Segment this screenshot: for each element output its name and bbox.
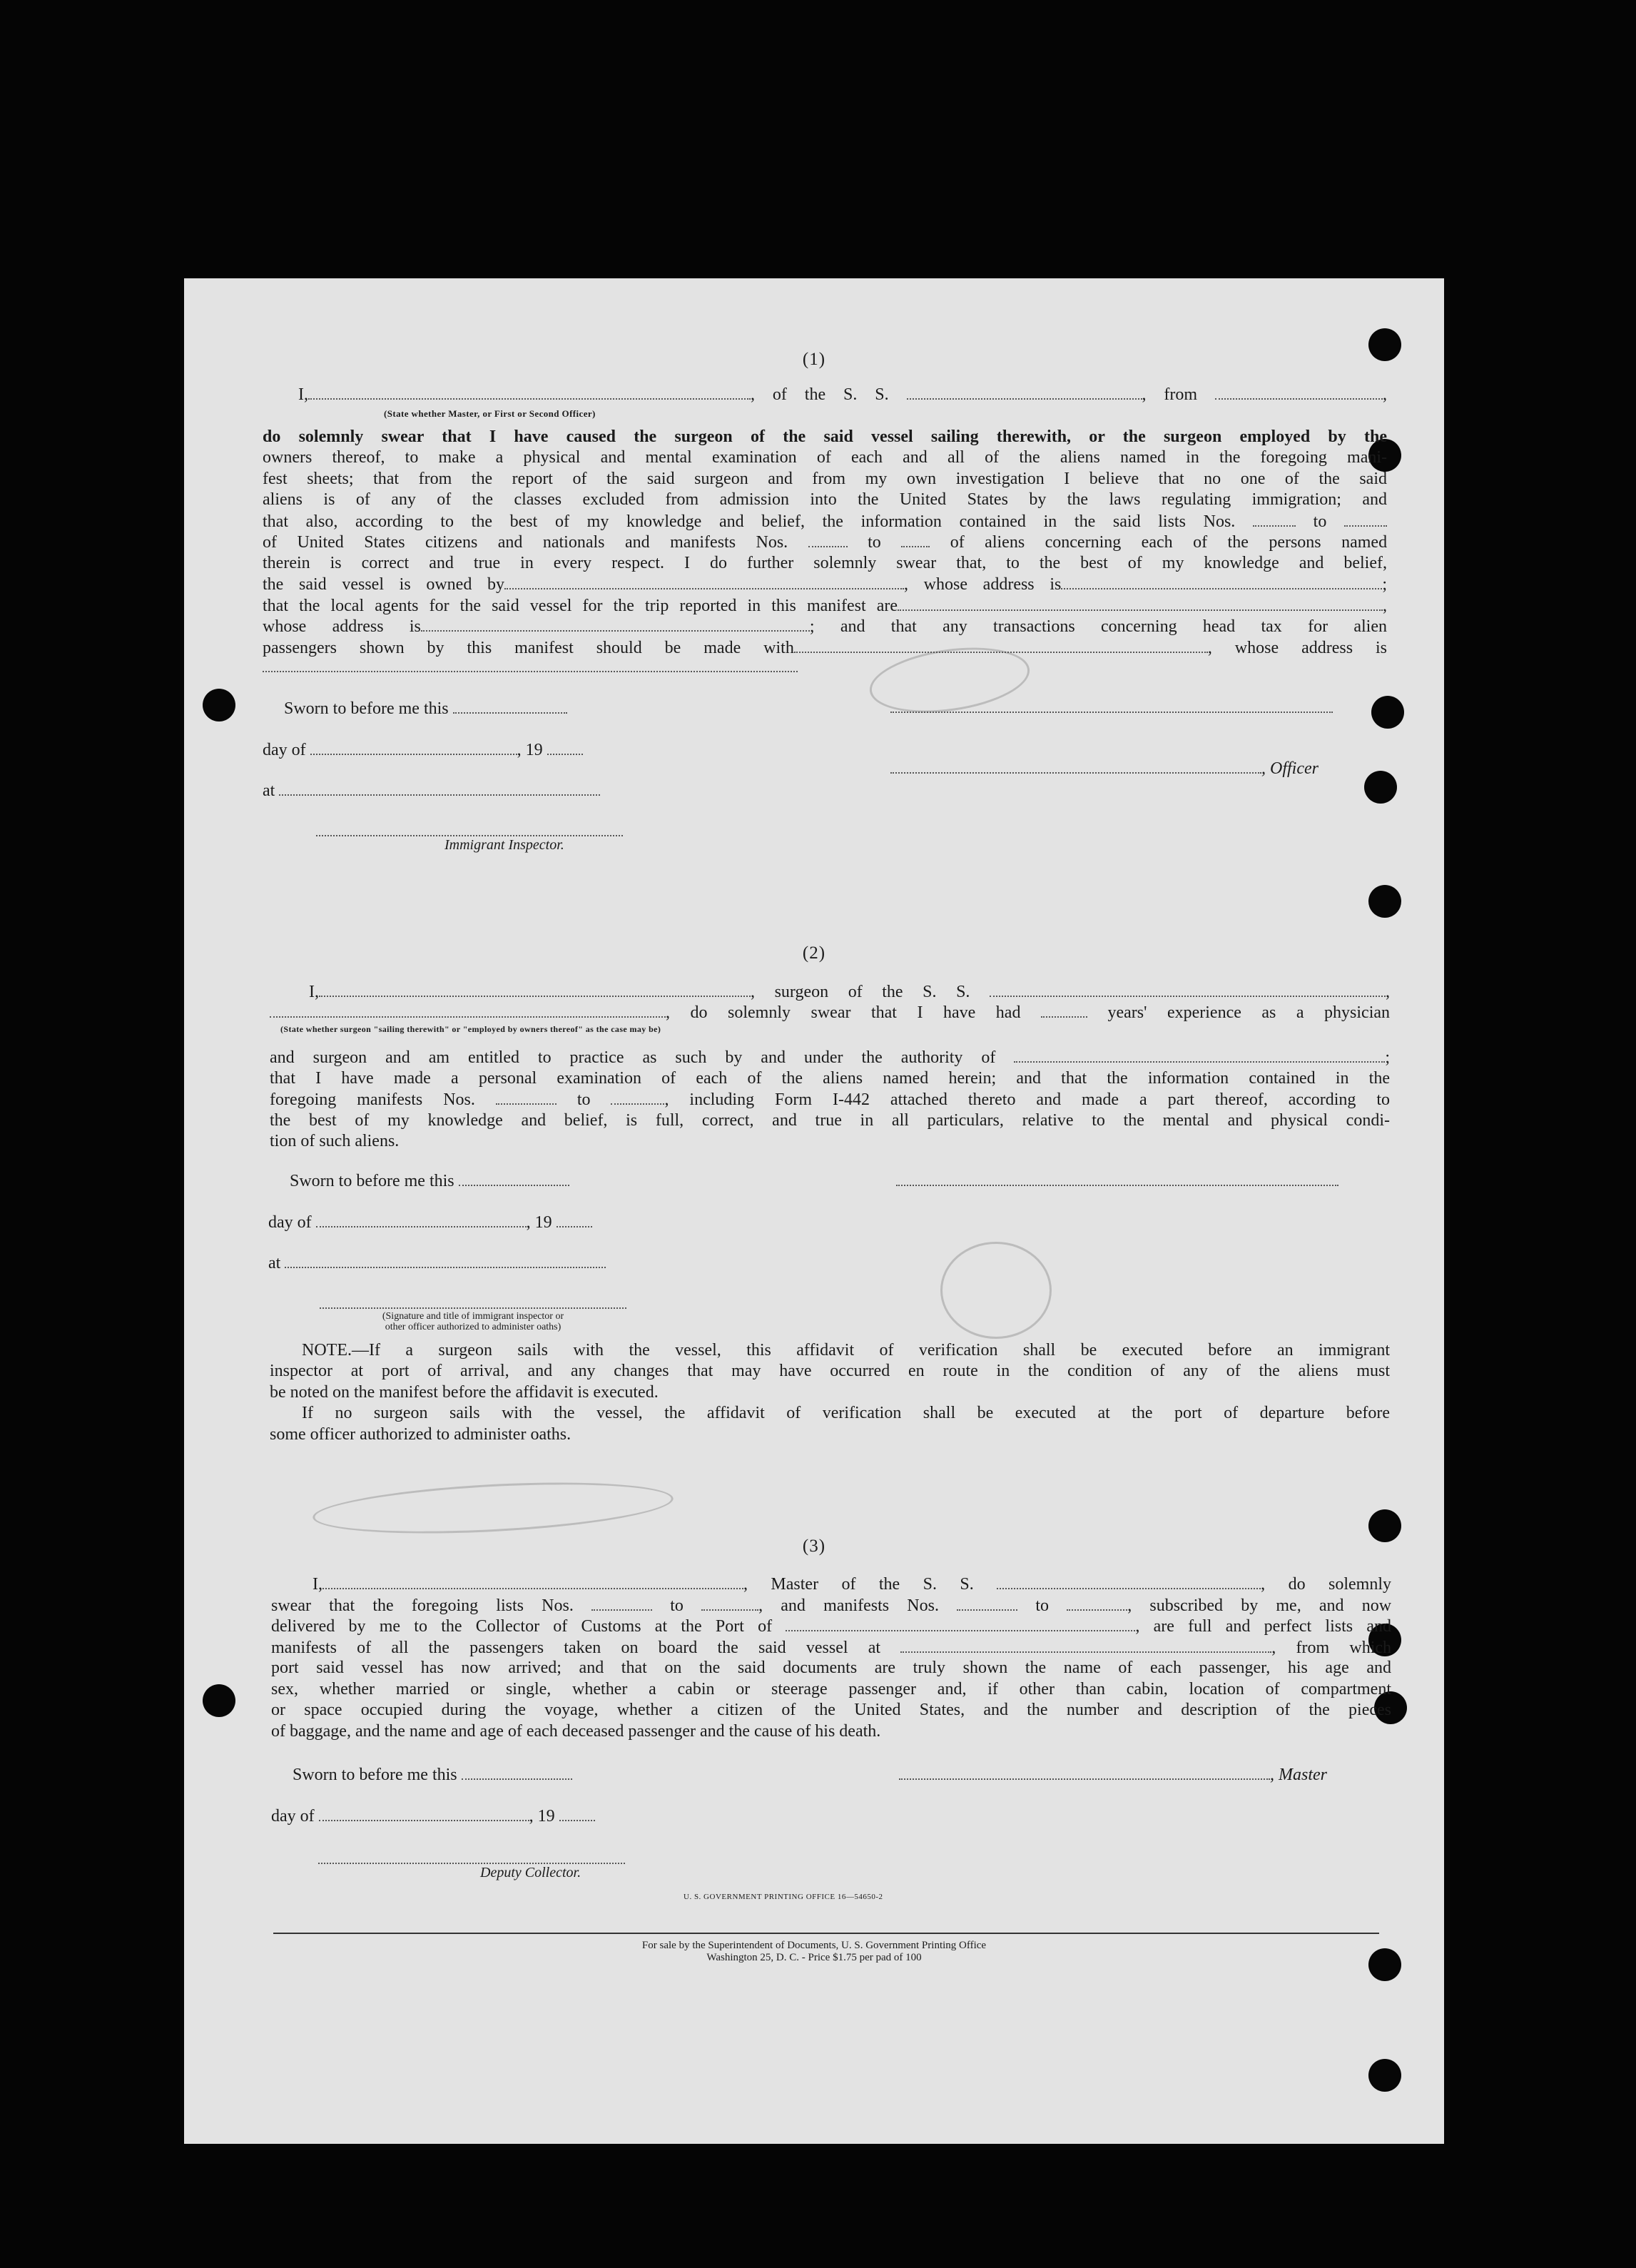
section2-line2: , do solemnly swear that I have had years' experience as a physician: [270, 1002, 1390, 1024]
caption-line: other officer authorized to administer oaths): [385, 1322, 562, 1332]
section3-line: swear that the foregoing lists Nos. to , and manifests Nos. to , subscribed by me, and now: [271, 1596, 1392, 1615]
section2-line1: I, , surgeon of the S. S. ,: [309, 983, 1391, 1001]
section3-deputy-signature-line: [318, 1861, 625, 1864]
footer-rule: [273, 1933, 1379, 1934]
note-line: If no surgeon sails with the vessel, the affidavit of verification shall be executed at the port of departure before: [302, 1404, 1390, 1422]
section3-deputy-title: Deputy Collector.: [480, 1865, 581, 1880]
section-number: (2): [802, 943, 826, 963]
section1-at: at: [263, 780, 600, 801]
section2-day: day of , 19: [268, 1212, 592, 1232]
section1-officer-signature-line: [890, 710, 1333, 713]
handwritten-mark: [940, 1242, 1052, 1339]
section1-line: the said vessel is owned by , whose address is ;: [263, 575, 1388, 594]
caption-line: (Signature and title of immigrant inspector or: [382, 1311, 564, 1322]
form-page: [184, 278, 1444, 2144]
sale-notice: [184, 1940, 1444, 1964]
section1-paragraph: do solemnly swear that I have caused the surgeon of the said vessel sailing therewith, or the surgeon employed by the: [263, 427, 1387, 446]
section3-line: of baggage, and the name and age of each deceased passenger and the cause of his death.: [271, 1722, 881, 1741]
section3-day: day of , 19: [271, 1806, 595, 1826]
punch-hole: [203, 689, 235, 722]
section1-day: day of , 19: [263, 739, 583, 760]
section2-surgeon-note: (State whether surgeon "sailing therewith" or "employed by owners thereof" as the case may be): [280, 1024, 661, 1034]
section3-line: manifests of all the passengers taken on board the said vessel at , from which: [271, 1639, 1392, 1657]
section2-signature-caption: [320, 1311, 626, 1332]
section1-officer-note: (State whether Master, or First or Second Officer): [384, 408, 596, 419]
section2-surgeon-signature-line: [896, 1183, 1338, 1186]
section1-line1: I, , of the S. S. , from ,: [298, 385, 1387, 404]
punch-hole: [1371, 696, 1404, 729]
sale-line: For sale by the Superintendent of Documents, U. S. Government Printing Office: [641, 1940, 987, 1951]
section2-line: and surgeon and am entitled to practice as such by and under the authority of ;: [270, 1048, 1391, 1067]
section1-sworn: Sworn to before me this: [284, 698, 567, 719]
section2-inspector-signature-line: [320, 1306, 626, 1309]
section1-line: whose address is ; and that any transactions concerning head tax for alien: [263, 617, 1388, 636]
section3-master: , Master: [899, 1764, 1327, 1785]
section1-inspector-title: Immigrant Inspector.: [444, 837, 564, 853]
section2-line: tion of such aliens.: [270, 1132, 400, 1150]
section3-line1: I, , Master of the S. S. , do solemnly: [313, 1575, 1392, 1594]
punch-hole: [203, 1684, 235, 1717]
punch-hole: [1364, 771, 1397, 804]
section1-inspector-signature-line: [316, 834, 623, 836]
section3-line: delivered by me to the Collector of Customs at the Port of , are full and perfect lists and: [271, 1617, 1391, 1636]
section-number: (3): [802, 1537, 826, 1556]
section3-line: or space occupied during the voyage, whether a citizen of the United States, and the number and description of the pieces: [271, 1701, 1391, 1719]
punch-hole: [1368, 885, 1401, 918]
section1-address-line: [263, 669, 798, 672]
sale-line: Washington 25, D. C. - Price $1.75 per pad of 100: [706, 1952, 922, 1963]
section2-at: at: [268, 1252, 606, 1273]
section3-line: sex, whether married or single, whether a cabin or steerage passenger and, if other than cabin, location of compartment: [271, 1680, 1391, 1699]
section3-sworn: Sworn to before me this: [293, 1764, 572, 1785]
section1-line: that the local agents for the said vessel for the trip reported in this manifest are ,: [263, 597, 1387, 615]
note-line: inspector at port of arrival, and any changes that may have occurred en route in the condition of any of the aliens must: [270, 1362, 1390, 1380]
note-line: some officer authorized to administer oaths.: [270, 1425, 571, 1444]
section-number: (1): [802, 350, 826, 369]
section1-line: therein is correct and true in every respect. I do further solemnly swear that, to the best of my knowledge and belief,: [263, 554, 1387, 572]
section1-line: passengers shown by this manifest should be made with , whose address is: [263, 639, 1387, 657]
section1-officer: , Officer: [890, 758, 1319, 779]
section1-line: of United States citizens and nationals and manifests Nos. to of aliens concerning each of the persons named: [263, 533, 1388, 552]
handwritten-mark: [312, 1475, 675, 1541]
gpo-imprint: U. S. GOVERNMENT PRINTING OFFICE 16—54650-2: [684, 1893, 883, 1901]
note-paragraph: NOTE.—If a surgeon sails with the vessel, this affidavit of verification shall be executed before an immigrant: [302, 1341, 1390, 1360]
section1-line: that also, according to the best of my knowledge and belief, the information contained in the said lists Nos. to: [263, 511, 1387, 533]
punch-hole: [1368, 2059, 1401, 2092]
section1-line: aliens is of any of the classes excluded from admission into the United States by the laws regulating immigration; and: [263, 490, 1387, 509]
note-line: be noted on the manifest before the affidavit is executed.: [270, 1383, 659, 1402]
section1-line: owners thereof, to make a physical and mental examination of each and all of the aliens named in the foregoing mani-: [263, 448, 1387, 467]
section2-line: the best of my knowledge and belief, is full, correct, and true in all particulars, relative to the mental and physical condi-: [270, 1111, 1390, 1130]
section2-line: that I have made a personal examination of each of the aliens named herein; and that the information contained in the: [270, 1069, 1390, 1088]
section1-line: fest sheets; that from the report of the said surgeon and from my own investigation I believe that no one of the said: [263, 470, 1387, 488]
section3-line: port said vessel has now arrived; and that on the said documents are truly shown the name of each passenger, his age and: [271, 1659, 1391, 1677]
section2-sworn: Sworn to before me this: [290, 1170, 569, 1191]
section2-line: foregoing manifests Nos. to , including Form I-442 attached thereto and made a part thereof, according to: [270, 1090, 1391, 1109]
